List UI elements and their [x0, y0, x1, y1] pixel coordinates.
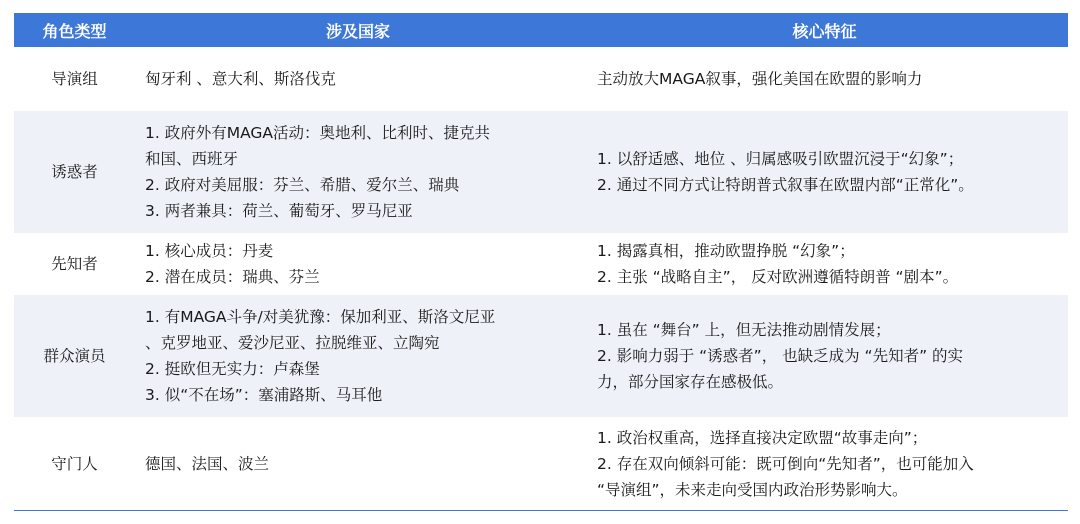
countries-line: 1. 有MAGA斗争/对美犹豫：保加利亚、斯洛文尼亚 — [145, 308, 496, 326]
features-line: 主动放大MAGA叙事，强化美国在欧盟的影响力 — [597, 69, 923, 88]
features-line: 1. 以舒适感、地位 、归属感吸引欧盟沉浸于“幻象”； — [597, 150, 964, 168]
countries-line: 3. 两者兼具：荷兰、葡萄牙、罗马尼亚 — [145, 202, 413, 220]
features-line: “导演组”，未来走向受国内政治形势影响大。 — [597, 481, 908, 499]
role-cell: 守门人 — [14, 418, 135, 511]
features-line: 2. 主张 “战略自主”， 反对欧洲遵循特朗普 “剧本”。 — [597, 268, 959, 286]
countries-cell — [135, 234, 581, 295]
features-cell — [581, 234, 1068, 295]
table-row-tempter — [14, 111, 1068, 234]
countries-line: 2. 政府对美屈服：芬兰、希腊、爱尔兰、瑞典 — [145, 176, 460, 194]
countries-line: 和国、西班牙 — [145, 150, 239, 168]
features-cell — [581, 111, 1068, 234]
table-row-prophet — [14, 234, 1068, 295]
countries-line: 德国、法国、波兰 — [145, 455, 270, 473]
countries-line: 3. 似“不在场”：塞浦路斯、马耳他 — [145, 386, 383, 404]
features-line: 2. 影响力弱于 “诱惑者”， 也缺乏成为 “先知者” 的实 — [597, 347, 964, 365]
role-table-container — [14, 13, 1068, 511]
role-cell: 先知者 — [14, 234, 135, 295]
header-core-features: 核心特征 — [581, 13, 1068, 47]
header-role-type: 角色类型 — [14, 13, 135, 47]
countries-line: 2. 潜在成员：瑞典、芬兰 — [145, 268, 320, 286]
countries-cell — [135, 47, 581, 111]
countries-line: 、克罗地亚、爱沙尼亚、拉脱维亚、立陶宛 — [145, 334, 440, 352]
countries-line: 匈牙利 、意大利、斯洛伐克 — [145, 69, 336, 88]
features-cell — [581, 418, 1068, 511]
countries-cell — [135, 295, 581, 418]
countries-cell — [135, 418, 581, 511]
features-line: 2. 通过不同方式让特朗普式叙事在欧盟内部“正常化”。 — [597, 176, 974, 194]
features-cell — [581, 295, 1068, 418]
countries-line: 1. 核心成员：丹麦 — [145, 242, 274, 260]
countries-cell — [135, 111, 581, 234]
header-countries: 涉及国家 — [135, 13, 581, 47]
features-line: 1. 政治权重高，选择直接决定欧盟“故事走向”； — [597, 429, 928, 447]
table-header-row — [14, 13, 1068, 47]
role-table — [14, 13, 1068, 511]
features-line: 2. 存在双向倾斜可能：既可倒向“先知者”，也可能加入 — [597, 455, 974, 473]
features-line: 1. 揭露真相，推动欧盟挣脱 “幻象”； — [597, 242, 855, 260]
features-line: 1. 虽在 “舞台” 上，但无法推动剧情发展； — [597, 321, 891, 339]
role-cell: 导演组 — [51, 69, 98, 88]
countries-line: 1. 政府外有MAGA活动：奥地利、比利时、捷克共 — [145, 124, 491, 142]
countries-line: 2. 挺欧但无实力：卢森堡 — [145, 360, 320, 378]
role-cell: 群众演员 — [14, 295, 135, 418]
features-line: 力，部分国家存在感极低。 — [597, 373, 784, 391]
role-cell: 诱惑者 — [14, 111, 135, 234]
table-row-gatekeeper — [14, 418, 1068, 511]
table-row-extras — [14, 295, 1068, 418]
features-cell — [581, 47, 1068, 111]
table-row-director — [14, 47, 1068, 111]
